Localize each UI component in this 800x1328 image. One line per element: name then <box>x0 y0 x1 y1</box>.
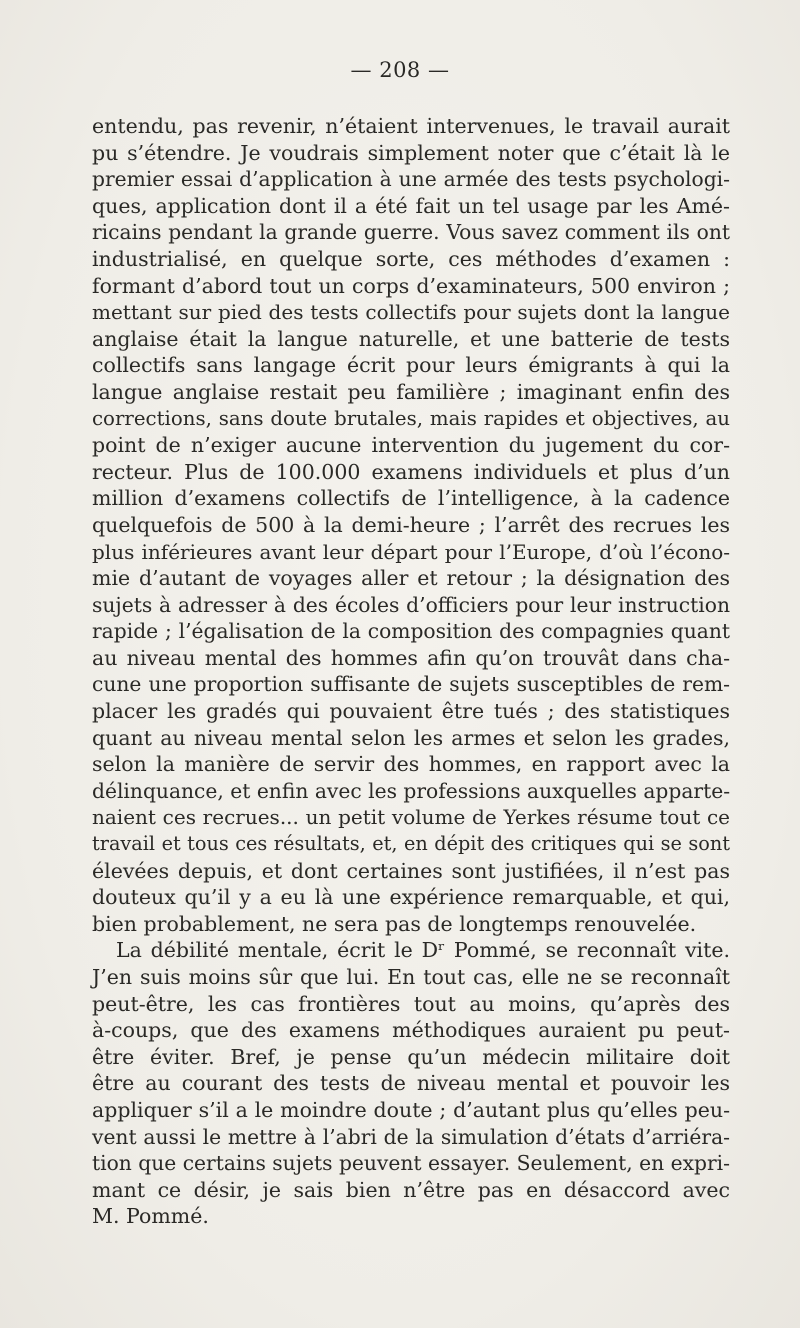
text-line: à-coups, que des examens méthodiques auraient pu peut- <box>92 1018 730 1043</box>
text-line: douteux qu’il y a eu là une expérience remarquable, et qui, <box>92 885 730 910</box>
text-line: pu s’étendre. Je voudrais simplement noter que c’était là le <box>92 140 730 165</box>
text-line: quant au niveau mental selon les armes et selon les grades, <box>92 725 730 750</box>
text-line: sujets à adresser à des écoles d’officiers pour leur instruction <box>92 592 730 617</box>
text-line: vent aussi le mettre à l’abri de la simulation d’états d’arriéra- <box>92 1124 730 1149</box>
text-line: million d’examens collectifs de l’intelligence, à la cadence <box>92 486 730 511</box>
text-line: corrections, sans doute brutales, mais rapides et objectives, au <box>92 406 730 430</box>
text-line: langue anglaise restait peu familière ; imaginant enfin des <box>92 379 730 404</box>
text-line: mettant sur pied des tests collectifs pour sujets dont la langue <box>92 300 730 325</box>
text-line: J’en suis moins sûr que lui. En tout cas, elle ne se reconnaît <box>92 965 730 989</box>
text-line: anglaise était la langue naturelle, et une batterie de tests <box>92 326 730 351</box>
text-line: collectifs sans langage écrit pour leurs émigrants à qui la <box>92 353 730 378</box>
text-line: premier essai d’application à une armée des tests psychologi- <box>92 167 730 192</box>
text-line: point de n’exiger aucune intervention du jugement du cor- <box>92 433 730 458</box>
body-text <box>92 113 730 1230</box>
text-line: élevées depuis, et dont certaines sont justifiées, il n’est pas <box>92 858 730 883</box>
text-line: au niveau mental des hommes afin qu’on trouvât dans cha- <box>92 645 730 670</box>
text-line: appliquer s’il a le moindre doute ; d’autant plus qu’elles peu- <box>92 1097 730 1122</box>
text-line: naient ces recrues... un petit volume de Yerkes résume tout ce <box>92 805 730 830</box>
text-line: mant ce désir, je sais bien n’être pas en désaccord avec <box>92 1177 730 1202</box>
text-line: tion que certains sujets peuvent essayer. Seulement, en expri- <box>92 1151 730 1176</box>
text-line: plus inférieures avant leur départ pour l’Europe, d’où l’écono- <box>92 539 730 564</box>
text-line: rapide ; l’égalisation de la composition des compagnies quant <box>92 619 730 644</box>
text-line: mie d’autant de voyages aller et retour ; la désignation des <box>92 566 730 591</box>
text-line: recteur. Plus de 100.000 examens individuels et plus d’un <box>92 459 730 484</box>
text-line: M. Pommé. <box>92 1204 209 1229</box>
text-line: ricains pendant la grande guerre. Vous savez comment ils ont <box>92 220 730 245</box>
text-line: peut-être, les cas frontières tout au moins, qu’après des <box>92 991 730 1016</box>
text-line: industrialisé, en quelque sorte, ces méthodes d’examen : <box>92 246 730 271</box>
text-line: être éviter. Bref, je pense qu’un médecin militaire doit <box>92 1044 730 1069</box>
text-line: être au courant des tests de niveau mental et pouvoir les <box>92 1071 730 1096</box>
text-line: selon la manière de servir des hommes, en rapport avec la <box>92 752 730 777</box>
paragraph-start-line: La débilité mentale, écrit le Dʳ Pommé, se reconnaît vite. <box>116 938 730 963</box>
text-line: délinquance, et enfin avec les professions auxquelles apparte- <box>92 778 731 803</box>
text-line: travail et tous ces résultats, et, en dépit des critiques qui se sont <box>92 832 730 856</box>
text-line: bien probablement, ne sera pas de longtemps renouvelée. <box>92 911 697 936</box>
text-line: cune une proportion suffisante de sujets susceptibles de rem- <box>92 672 730 697</box>
page-number: — 208 — <box>350 58 450 82</box>
text-line: quelquefois de 500 à la demi-heure ; l’arrêt des recrues les <box>92 512 730 537</box>
text-line: placer les gradés qui pouvaient être tués ; des statistiques <box>92 699 730 724</box>
text-line: formant d’abord tout un corps d’examinateurs, 500 environ ; <box>92 273 730 298</box>
text-line: ques, application dont il a été fait un tel usage par les Amé- <box>92 193 730 218</box>
text-line: entendu, pas revenir, n’étaient intervenues, le travail aurait <box>92 114 730 138</box>
